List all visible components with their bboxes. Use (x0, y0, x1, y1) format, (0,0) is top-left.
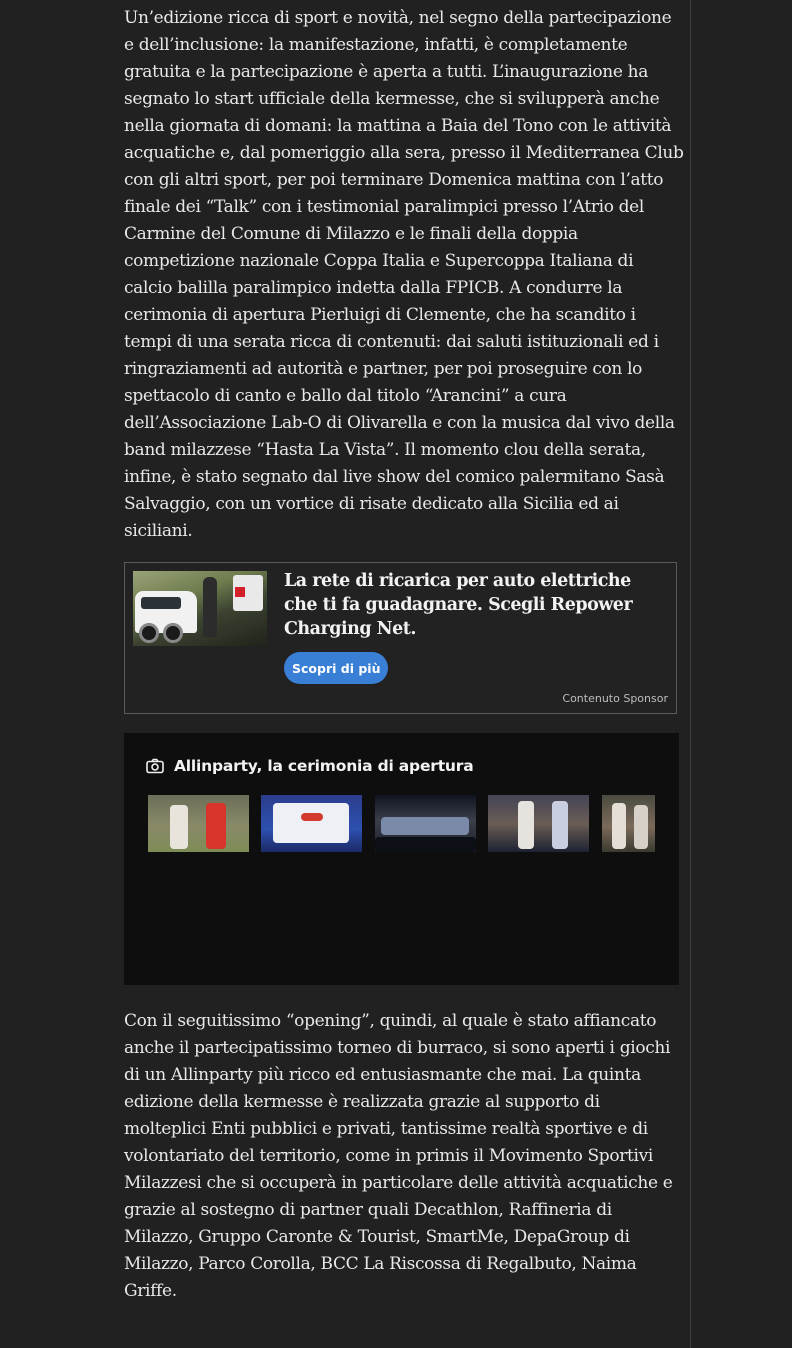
figure-shape (634, 805, 648, 849)
gallery-header[interactable] (146, 757, 473, 775)
charger-accent (235, 587, 245, 597)
audience-shape (375, 837, 476, 852)
gallery-thumbnail[interactable] (488, 795, 589, 852)
figure-shape (170, 805, 188, 849)
figure-shape (552, 801, 568, 849)
sponsor-label: Contenuto Sponsor (562, 692, 668, 705)
learn-more-button[interactable]: Scopri di più (284, 652, 388, 684)
gallery-thumbnail[interactable] (375, 795, 476, 852)
car-window (141, 597, 181, 609)
figure-shape (612, 803, 626, 849)
thumbnail-strip[interactable] (148, 795, 655, 852)
figure-shape (518, 801, 534, 849)
sponsor-image[interactable] (133, 571, 267, 646)
sponsored-content-card[interactable] (124, 562, 677, 714)
photo-gallery (124, 733, 679, 985)
car-wheel (163, 623, 183, 643)
stage-shape (381, 817, 469, 835)
gallery-thumbnail[interactable] (261, 795, 362, 852)
car-wheel (139, 623, 159, 643)
plaque-shape (273, 803, 349, 843)
gallery-title: Allinparty, la cerimonia di apertura (174, 757, 474, 775)
column-divider (690, 0, 691, 1348)
gallery-thumbnail[interactable] (148, 795, 249, 852)
article-paragraph: Con il seguitissimo “opening”, quindi, al quale è stato affiancato anche il partecipatissimo torneo di burraco, si sono aperti i giochi di un Allinparty più ricco ed entusiasmante che mai. La quinta edizione della kermesse è realizzata grazie al supporto di molteplici Enti pubblici e privati, tantissime realtà sportive e di volontariato del territorio, come in primis il Movimento Sportivi Milazzesi che si occuperà in particolare delle attività acquatiche e grazie al sostegno di partner quali Decathlon, Raffineria di Milazzo, Gruppo Caronte & Tourist, SmartMe, DepaGroup di Milazzo, Parco Corolla, BCC La Riscossa di Regalbuto, Naima Griffe. (124, 1011, 673, 1301)
plaque-logo (301, 813, 323, 821)
person-shape (203, 577, 217, 637)
camera-icon (146, 758, 164, 774)
article-paragraph: Un’edizione ricca di sport e novità, nel segno della partecipazione e dell’inclusione: la manifestazione, infatti, è completamente gratuita e la partecipazione è aperta a tutti. L’inaugurazione ha segnato lo start ufficiale della kermesse, che si svilupperà anche nella giornata di domani: la mattina a Baia del Tono con le attività acquatiche e, dal pomeriggio alla sera, presso il Mediterranea Club con gli altri sport, per poi terminare Domenica mattina con l’atto finale dei “Talk” con i testimonial paralimpici presso l’Atrio del Carmine del Comune di Milazzo e le finali della doppia competizione nazionale Coppa Italia e Supercoppa Italiana di calcio balilla paralimpico indetta dalla FPICB. A condurre la cerimonia di apertura Pierluigi di Clemente, che ha scandito i tempi di una serata ricca di contenuti: dai saluti istituzionali ed i ringraziamenti ad autorità e partner, per poi proseguire con lo spettacolo di canto e ballo dal titolo “Arancini” a cura dell’Associazione Lab-O di Olivarella e con la musica dal vivo della band milazzese “Hasta La Vista”. Il momento clou della serata, infine, è stato segnato dal live show del comico palermitano Sasà Salvaggio, con un vortice di risate dedicato alla Sicilia ed ai siciliani. (124, 8, 684, 541)
figure-shape (206, 803, 226, 849)
sponsor-title[interactable]: La rete di ricarica per auto elettriche che ti fa guadagnare. Scegli Repower Charging Net. (284, 571, 633, 639)
gallery-thumbnail[interactable] (602, 795, 655, 852)
